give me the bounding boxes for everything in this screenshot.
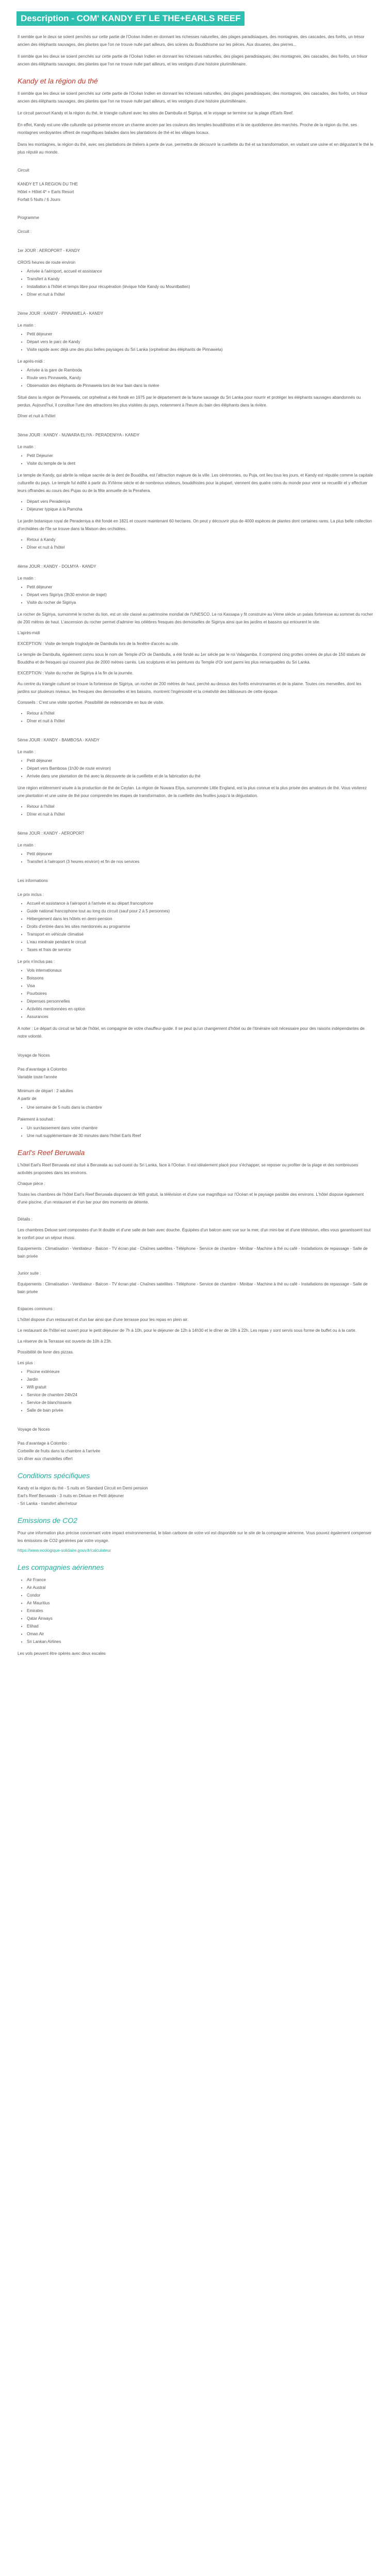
day-bullet: • Petit déjeuner xyxy=(27,757,373,765)
earls-detail-label: Détails : xyxy=(18,1217,32,1222)
earls-paragraph: Toutes les chambres de l'hôtel Earl's Reef Beruwala disposent de Wifi gratuit, la télévision et d'une vue magnifique sur l'Océan et le paysage paisible des environs. L'hôtel dispose également d'une piscine, d'un restaurant et d'un bar pour des moments de détente. xyxy=(18,1192,364,1205)
supplement-item: • Une nuit supplémentaire de 30 minutes dans l'hôtel Earls Reef xyxy=(27,1132,373,1140)
day-paragraph: Le jardin botanique royal de Peradeniya a été fondé en 1821 et couvre maintenant 60 hectares. On peut y découvrir plus de 4000 espèces de plantes dont certaines rares. La plus belle collection d'orchidées de l'île se trouve dans la Maison des orchidées. xyxy=(18,519,372,531)
day-bullets xyxy=(18,330,373,353)
programme-circuit: Circuit : xyxy=(18,229,32,234)
pricing-list xyxy=(18,1104,373,1111)
day-line: Le matin : xyxy=(18,323,36,328)
included-item: • Droits d'entrée dans les sites mentionnés au programme xyxy=(27,923,373,930)
airline-item: • Air Mauritius xyxy=(27,1599,373,1607)
included-list xyxy=(18,900,373,954)
airline-item: • Oman Air xyxy=(27,1630,373,1638)
page-title: Description - COM' KANDY ET LE THE+EARLS REEF xyxy=(17,11,245,26)
day-bullet: • Petit déjeuner xyxy=(27,330,373,338)
co2-section xyxy=(18,1529,373,1554)
airlines-list xyxy=(18,1576,373,1646)
day-line: Dîner et nuit à l'hôtel xyxy=(18,414,56,418)
not-included-item: • Pourboires xyxy=(27,990,373,997)
conditions-line: Kandy et la région du thé - 5 nuits en Standard Circuit en Demi pension xyxy=(18,1486,148,1490)
day-paragraph: Une région entièrement vouée à la production de thé de Ceylan. La région de Nuwara Eliya, surnommée Little England, est la plus connue et la plus prisée des amateurs de thé. Vous visiterez une plantation et une usine de thé pour comprendre les étapes de transformation, de la cueillette des feuilles jusqu'à la dégustation. xyxy=(18,786,367,798)
included-item: • Taxes et frais de service xyxy=(27,946,373,954)
included-item: • Hébergement dans les hôtels en demi-pension xyxy=(27,915,373,923)
day-line: CROIS heures de route environ xyxy=(18,260,76,265)
common-paragraph: Possibilité de livrer des pizzas. xyxy=(18,1350,74,1354)
day-paragraph: Consseils : C'est une visite sportive. Possibilité de redescendre en bus de visite. xyxy=(18,700,164,705)
footer-note: Les vols peuvent être opérés avec deux escales xyxy=(18,1651,106,1656)
day-paragraph: Au centre du triangle culturel se trouve la forteresse de Sigiriya, un rocher de 200 mètres de haut, perché au-dessus des forêts environnantes et de la plaine. Toutes ces merveilles, dont les jardins sur plusieurs niveaux, les fresques des demoiselles et les bassins, montrent l'ingéniosité et la créativité des bâtisseurs de cette époque. xyxy=(18,682,362,694)
leisure-label: Les plus : xyxy=(18,1361,36,1365)
supplement-label: Paiement à souhait : xyxy=(18,1117,55,1122)
day-bullets xyxy=(18,757,373,780)
included-item: • Transport en véhicule climatisé xyxy=(27,930,373,938)
airline-item: • Qatar Airways xyxy=(27,1615,373,1622)
included-item: • Accueil et assistance à l'aéroport à l'arrivée et au départ francophone xyxy=(27,900,373,907)
airline-item: • Air Austral xyxy=(27,1584,373,1591)
day-title: 6ème JOUR : KANDY - AEROPORT xyxy=(18,831,85,836)
day-bullet: • Observation des éléphants de Pinnawela lors de leur bain dans la rivière xyxy=(27,382,373,389)
leisure-item: • Piscine extérieure xyxy=(27,1368,373,1376)
earls-paragraph: Les chambres Deluxe sont composées d'un lit double et d'une salle de bain avec douche. Équipées d'un balcon avec vue sur la mer, d'un mini-bar et d'une télévision, elles vous garantissent tout le confort pour un séjour réussi. xyxy=(18,1228,371,1240)
day-paragraph: Situé dans la région de Pinnawela, cet orphelinat a été fondé en 1975 par le département de la faune sauvage du Sri Lanka pour nourrir et protéger les éléphants sauvages abandonnés ou perdus. Aujourd'hui, il constitue l'une des attractions les plus visitées du pays, notamment à l'heure du bain des éléphants dans la rivière. xyxy=(18,395,361,408)
voyage-line: Pas d'avantage à Colombo xyxy=(18,1067,67,1072)
conditions-line: Earl's Reef Beruwala - 3 nuits en Deluxe en Petit déjeuner xyxy=(18,1494,124,1498)
common-paragraph: L'hôtel dispose d'un restaurant et d'un bar ainsi que d'une terrasse pour les repas en plein air. xyxy=(18,1317,189,1322)
not-included-item: • Boissons xyxy=(27,974,373,982)
kandy-paragraph: Il semble que les dieux se soient penchés sur cette partie de l'Océan Indien en donnant les richesses naturelles, des plages paradisiaques, des montagnes, des cascades, des forêts, un trésor ancien des éléphants sauvages, des plantes que l'on ne trouve nulle part ailleurs, et les vestiges d'une histoire plurimillénaire. xyxy=(18,91,368,104)
day-bullet: • Transfert à l'aéroport (3 heures environ) et fin de nos services xyxy=(27,858,373,866)
day-block xyxy=(18,736,373,818)
day-bullet: • Arrivée à la gare de Ramboda xyxy=(27,366,373,374)
intro-paragraph: Il semble que le deux se soient penchés sur cette partie de l'Océan Indien en donnant les richesses naturelles, des plages paradisiaques, des montagnes, des cascades, des forêts, un trésor ancien des éléphants sauvages, des plantes que l'on ne trouve nulle part ailleurs, des scènes du Bouddhisme sur les pièces. Aux douanes, des pierres... xyxy=(18,35,365,47)
pricing-line: Minimum de départ : 2 adultes xyxy=(18,1089,73,1093)
circuit-line: Hôtel + Hôtel 4* + Earls Resort xyxy=(18,190,74,194)
airlines-heading: Les compagnies aériennes xyxy=(18,1563,104,1571)
honeymoon-section xyxy=(18,1426,373,1463)
conditions-section xyxy=(18,1484,373,1507)
day-bullets xyxy=(18,536,373,551)
day-block xyxy=(18,431,373,551)
not-included-list xyxy=(18,967,373,1021)
day-bullet: • Dîner et nuit à l'hôtel xyxy=(27,544,373,551)
leisure-list xyxy=(18,1368,373,1414)
junior-equipment: Equipements : Climatisation - Ventilateur - Balcon - TV écran plat - Chaînes satellites - Téléphone - Service de chambre - Minibar - Machine à thé ou café - Installations de repassage - Salle de bain privée xyxy=(18,1282,368,1294)
day-block xyxy=(18,563,373,725)
day-bullet: • Transfert à Kandy xyxy=(27,275,373,283)
day-block xyxy=(18,310,373,420)
day-paragraph: Le temple de Dambulla, également connu sous le nom de Temple d'Or de Dambulla, a été fondé au 1er siècle par le roi Valagamba. Il comprend cinq grottes ornées de plus de 150 statues de Bouddha et de fresques qui couvrent plus de 2000 mètres carrés. Les sculptures et les peintures du Temple d'Or sont parmi les plus remarquables du Sri Lanka. xyxy=(18,652,366,665)
day-bullet: • Retour à Kandy xyxy=(27,536,373,544)
supplement-list xyxy=(18,1124,373,1140)
leisure-item: • Service de blanchisserie xyxy=(27,1399,373,1406)
co2-paragraph: Pour une information plus précise concernant votre impact environnemental, le bilan carbone de votre vol est disponible sur le site de la compagnie aérienne. Vous pouvez également compenser les émissions de CO2 générées par votre voyage. xyxy=(18,1531,372,1543)
honeymoon-line: Corbeille de fruits dans la chambre à l'arrivée xyxy=(18,1449,101,1453)
day-block xyxy=(18,247,373,298)
day-bullet: • Retour à l'hôtel xyxy=(27,709,373,717)
day-title: 3ème JOUR : KANDY - NUWARA ELIYA - PERADENIYA - KANDY xyxy=(18,433,140,437)
common-paragraph: La réserve de la Terrasse est ouverte de 10h à 23h. xyxy=(18,1339,112,1344)
airline-item: • Air France xyxy=(27,1576,373,1584)
day-bullet: • Déjeuner typique à la Pamoha xyxy=(27,505,373,513)
day-bullets xyxy=(18,267,373,298)
airline-item: • Sri Lankan Airlines xyxy=(27,1638,373,1646)
day-line: L'après-midi xyxy=(18,631,40,635)
earls-heading: Earl's Reef Beruwala xyxy=(18,1148,85,1157)
day-title: 2ème JOUR : KANDY - PINNAWELA - KANDY xyxy=(18,311,104,316)
earls-equipment: Equipements : Climatisation - Ventilateur - Balcon - TV écran plat - Chaînes satellites - Téléphone - Service de chambre - Minibar - Machine à thé ou café - Installations de repassage - Salle de bain privée xyxy=(18,1246,368,1259)
day-bullet: • Installation à l'hôtel et temps libre pour récupération (lévique hôte Kandy ou Mountbatten) xyxy=(27,283,373,291)
day-line: Le matin : xyxy=(18,750,36,754)
leisure-item: • Jardin xyxy=(27,1376,373,1383)
kandy-heading: Kandy et la région du thé xyxy=(18,77,98,85)
info-label: Les informations xyxy=(18,878,48,883)
kandy-paragraph: En effet, Kandy est une ville culturelle qui présente encore un charme ancien par les couleurs des temples bouddhistes et la vie quotidienne des marchés. Proche de la région du thé, ses montagnes verdoyantes offrent de magnifiques balades dans les plantations de thé et les villages locaux. xyxy=(18,123,357,135)
earls-section xyxy=(18,1161,373,1414)
co2-link[interactable]: https://www.ecologique-solidaire.gouv.fr/calculateur xyxy=(18,1548,111,1553)
day-bullet: • Petit Déjeuner xyxy=(27,452,373,460)
info-section xyxy=(18,877,373,1040)
day-line: Le matin : xyxy=(18,445,36,449)
day-bullet: • Visite rapide avec déjà une des plus belles paysages du Sri Lanka (orphelinat des éléphants de Pinnawela) xyxy=(27,346,373,353)
co2-heading: Emissions de CO2 xyxy=(18,1516,77,1524)
earls-label: Chaque pièce : xyxy=(18,1181,45,1186)
pricing-line: A partir de xyxy=(18,1096,37,1101)
common-paragraph: Le restaurant de l'hôtel est ouvert pour le petit déjeuner de 7h à 10h, pour le déjeuner de 12h à 14h30 et le dîner de 19h à 22h. Les repas y sont servis sous forme de buffet ou à la carte. xyxy=(18,1328,356,1333)
day-bullet: • Départ vers le parc de Kandy xyxy=(27,338,373,346)
airline-item: • Condor xyxy=(27,1591,373,1599)
leisure-item: • Service de chambre 24h/24 xyxy=(27,1391,373,1399)
honeymoon-line: Un dîner aux chandelles offert xyxy=(18,1456,73,1461)
voyage-line: Variable toute l'année xyxy=(18,1075,57,1079)
day-bullets xyxy=(18,709,373,725)
programme-label: Programme xyxy=(18,215,39,220)
circuit-section xyxy=(18,166,373,204)
circuit-line: Forfait 5 Nuits / 6 Jours xyxy=(18,197,60,202)
pricing-item: • Une semaine de 5 nuits dans la chambre xyxy=(27,1104,373,1111)
supplement-item: • Un surclassement dans votre chambre xyxy=(27,1124,373,1132)
day-bullet: • Dîner et nuit à l'hôtel xyxy=(27,291,373,298)
not-included-item: • Assurances xyxy=(27,1013,373,1021)
day-bullet: • Arrivée à l'aéroport, accueil et assistance xyxy=(27,267,373,275)
day-block xyxy=(18,829,373,866)
not-included-item: • Activités mentionnées en option xyxy=(27,1005,373,1013)
day-bullet: • Dîner et nuit à l'hôtel xyxy=(27,810,373,818)
day-bullet: • Visite du rocher de Sigiriya xyxy=(27,599,373,606)
day-bullet: • Petit déjeuner xyxy=(27,583,373,591)
not-included-item: • Vols internationaux xyxy=(27,967,373,974)
day-paragraph: EXCEPTION : Visite de temple troglodyte de Dambulla lors de la fenêtre d'accès au site. xyxy=(18,641,180,646)
included-label: Le prix inclus : xyxy=(18,892,44,897)
not-included-item: • Dépenses personnelles xyxy=(27,997,373,1005)
day-bullet: • Départ vers Peradeniya xyxy=(27,498,373,505)
programme-section xyxy=(18,214,373,235)
day-paragraph: Le rocher de Sigiriya, surnommé le rocher du lion, est un site classé au patrimoine mondial de l'UNESCO. Le roi Kassapa y fit construire au Vème siècle un palais forteresse au sommet du rocher de 200 mètres de haut. L'ascension du rocher permet d'admirer les célèbres fresques des demoiselles de Sigiriya ainsi que les jardins et bassins qui entourent le site. xyxy=(18,612,373,624)
included-item: • L'eau minérale pendant le circuit xyxy=(27,938,373,946)
day-title: 5ème JOUR : KANDY - BAMBOSA - KANDY xyxy=(18,738,100,742)
day-paragraph: EXCEPTION : Visite du rocher de Sigiriya à la fin de la journée. xyxy=(18,671,134,675)
leisure-item: • Salle de bain privée xyxy=(27,1406,373,1414)
junior-suite-label: Junior suite : xyxy=(18,1271,41,1276)
day-bullets xyxy=(18,850,373,866)
earls-paragraph: L'hôtel Earl's Reef Beruwala est situé à Beruwala au sud-ouest du Sri Lanka, face à l'Océan. Il est idéalement placé pour s'échapper, se reposer ou profiter de la plage et des nombreuses activités proposées dans les environs. xyxy=(18,1163,359,1175)
day-bullets xyxy=(18,498,373,513)
included-item: • Guide national francophone tout au long du circuit (sauf pour 2 à 5 personnes) xyxy=(27,907,373,915)
conditions-heading: Conditions spécifiques xyxy=(18,1471,90,1480)
circuit-label: Circuit xyxy=(18,168,29,173)
airline-item: • Emirates xyxy=(27,1607,373,1615)
intro-section xyxy=(18,33,373,68)
day-bullets xyxy=(18,366,373,389)
day-paragraph: Le temple de Kandy, qui abrite la relique sacrée de la dent de Bouddha, est l'attraction majeure de la ville. Les cérémonies, ou Puja, ont lieu tous les jours, et Kandy est réputée comme la capitale culturelle du pays. Le temple fut édifié à partir du XVIème siècle et de nombreux visiteurs, bouddhistes pour la plupart, viennent des quatre coins du monde pour venir se recueillir et y effectuer leurs offrandes au cours des Pujas ou de la fête annuelle de la Perahera. xyxy=(18,473,373,493)
airline-item: • Etihad xyxy=(27,1622,373,1630)
day-bullet: • Départ vers Bambosa (1h30 de route environ) xyxy=(27,765,373,772)
day-bullet: • Route vers Pinnawela, Kandy xyxy=(27,374,373,382)
day-bullet: • Départ vers Sigiriya (3h30 environ de trajet) xyxy=(27,591,373,599)
day-bullet: • Dîner et nuit à l'hôtel xyxy=(27,717,373,725)
common-label: Espaces communs : xyxy=(18,1307,55,1311)
info-note: A noter : Le départ du circuit se fait de l'hôtel, en compagnie de votre chauffeur-guide. Il se peut qu'un changement d'hôtel ou de l'itinéraire soit nécessaire pour des raisons indépendantes de notre volonté. xyxy=(18,1026,365,1039)
intro-paragraph: Il semble que les dieux se soient penchés sur cette partie de l'Océan Indien en donnant les richesses naturelles, des plages paradisiaques, des montagnes, des cascades, des forêts, un trésor ancien des éléphants sauvages, des plantes que l'on ne trouve nulle part ailleurs, et les vestiges d'une histoire plurimillénaire. xyxy=(18,54,368,66)
day-bullet: • Arrivée dans une plantation de thé avec la découverte de la cueillette et de la fabrication du thé xyxy=(27,772,373,780)
day-bullet: • Visite du temple de la dent xyxy=(27,460,373,467)
kandy-paragraph: Le circuit parcourt Kandy et la région du thé, le triangle culturel avec les sites de Dambulla et Sigiriya, et le voyage se termine sur la plage d'Earls Reef. xyxy=(18,111,294,115)
leisure-item: • Wifi gratuit xyxy=(27,1383,373,1391)
voyage-label: Voyage de Noces xyxy=(18,1053,50,1058)
day-title: 1er JOUR : AEROPORT - KANDY xyxy=(18,248,80,253)
day-line: Le matin : xyxy=(18,576,36,581)
not-included-label: Le prix n'inclus pas : xyxy=(18,959,55,964)
kandy-paragraph: Dans les montagnes, la région du thé, avec ses plantations de théiers à perte de vue, permettra de découvrir la cueillette du thé et sa transformation, en visitant une usine et en dégustant le thé le plus réputé au monde. xyxy=(18,142,373,155)
not-included-item: • Visa xyxy=(27,982,373,990)
day-bullet: • Retour à l'hôtel xyxy=(27,803,373,810)
conditions-line: - Sri Lanka - transfert aller/retour xyxy=(18,1501,77,1506)
honeymoon-line: Pas d'avantage à Colombo : xyxy=(18,1441,70,1446)
day-line: Le après-midi : xyxy=(18,359,45,364)
kandy-section xyxy=(18,90,373,156)
day-line: Le matin : xyxy=(18,843,36,848)
voyage-section xyxy=(18,1052,373,1140)
day-bullets xyxy=(18,452,373,467)
day-bullets xyxy=(18,803,373,818)
circuit-line: KANDY ET LA REGION DU THE xyxy=(18,182,78,187)
day-bullet: • Petit déjeuner xyxy=(27,850,373,858)
honeymoon-label: Voyage de Noces xyxy=(18,1427,50,1432)
day-bullets xyxy=(18,583,373,606)
day-title: 4ème JOUR : KANDY - DOLMYA - KANDY xyxy=(18,564,96,569)
